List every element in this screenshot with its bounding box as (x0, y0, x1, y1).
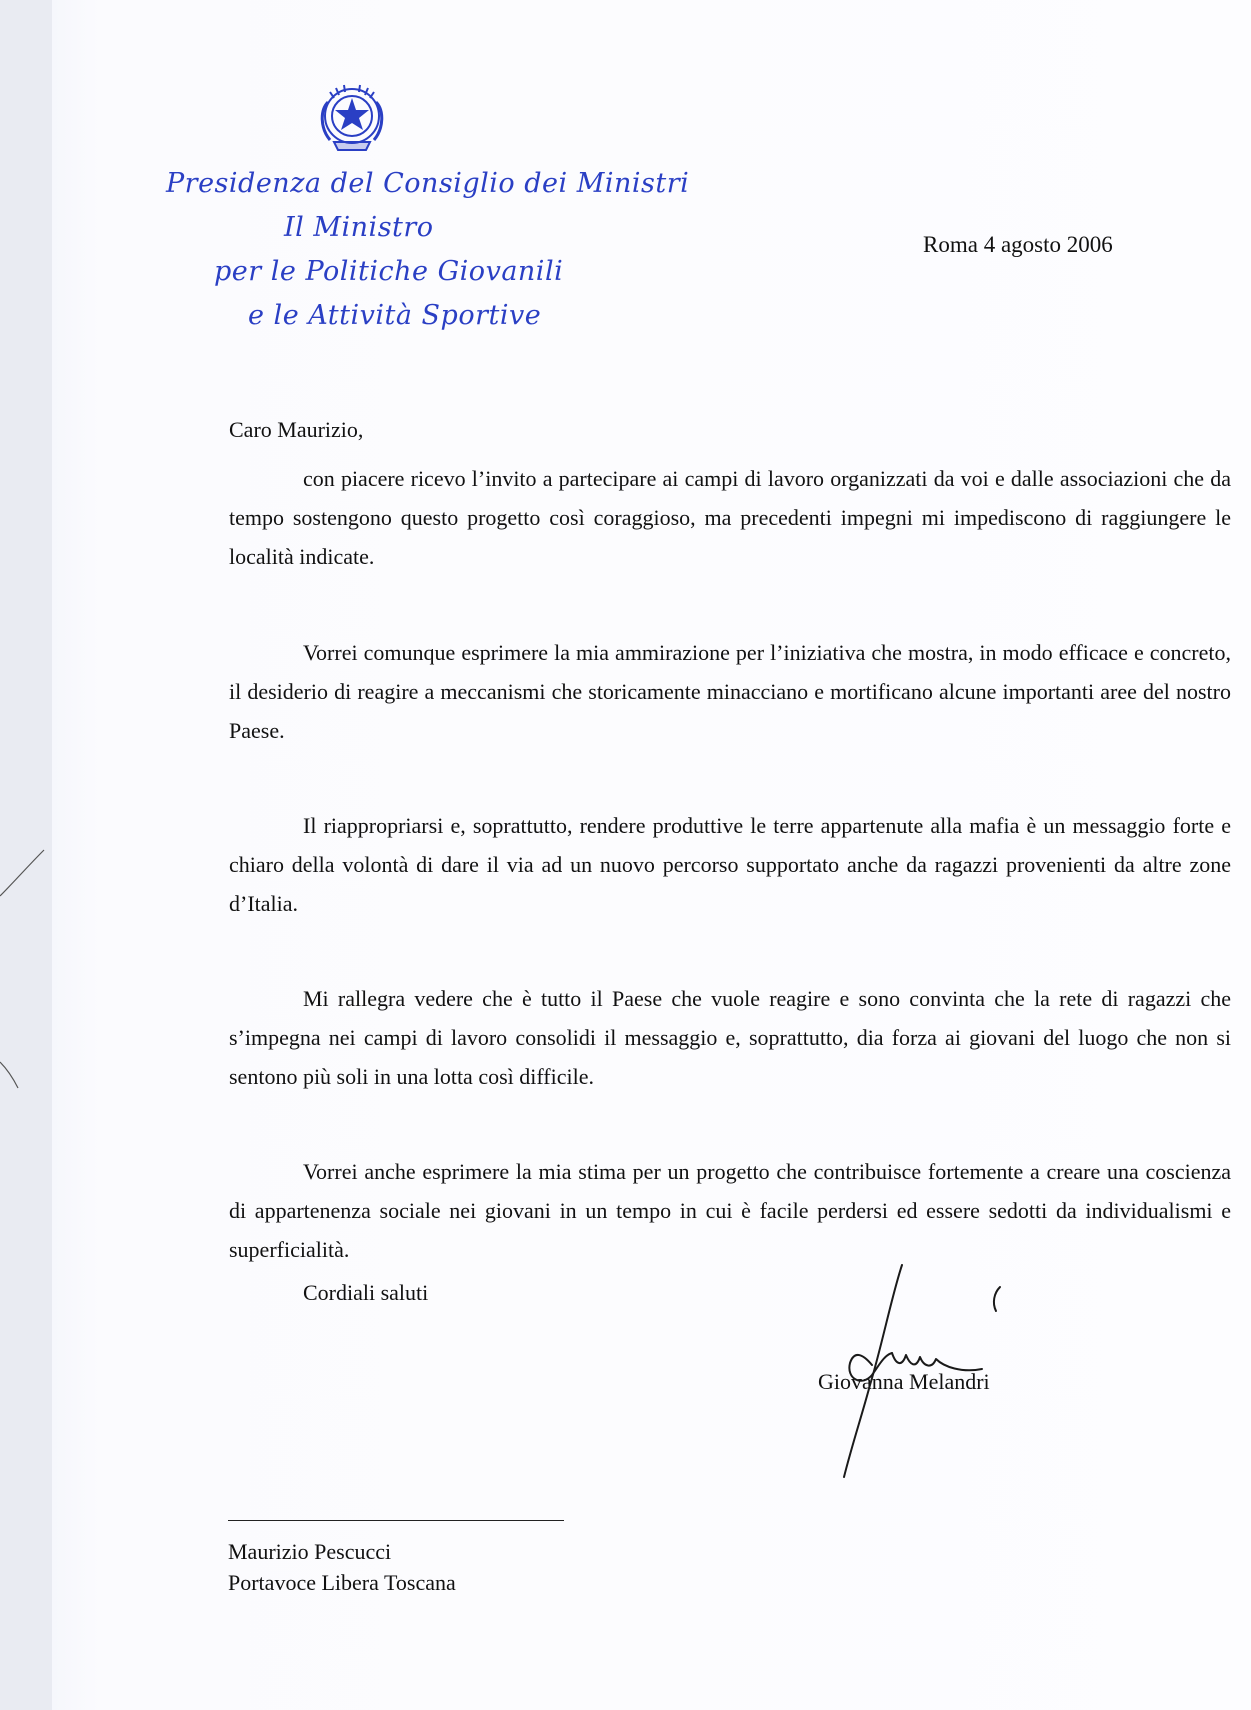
footer-divider (228, 1520, 564, 1521)
letterhead-line-sports: e le Attività Sportive (248, 300, 542, 331)
recipient-role: Portavoce Libera Toscana (228, 1570, 456, 1595)
closing: Cordiali saluti (303, 1280, 429, 1305)
handwritten-signature (832, 1255, 1092, 1480)
signatory-name: Giovanna Melandri (818, 1369, 990, 1394)
paragraph: con piacere ricevo l’invito a partecipare ai campi di lavoro organizzati da voi e dalle associazioni che da tempo sostengono questo progetto così coraggioso, ma precedenti impegni mi impediscono di raggiungere le località indicate. (229, 466, 1231, 569)
letterhead (152, 80, 690, 350)
letter-date: Roma 4 agosto 2006 (923, 232, 1113, 257)
paragraph: Vorrei comunque esprimere la mia ammirazione per l’iniziativa che mostra, in modo efficace e concreto, il desiderio di reagire a meccanismi che storicamente minacciano e mortificano alcune importanti aree del nostro Paese. (229, 640, 1231, 743)
letter-page (52, 0, 1251, 1710)
letterhead-line-minister: Il Ministro (284, 212, 434, 243)
fold-mark-upper (0, 842, 46, 902)
recipient-block (228, 1536, 456, 1598)
letterhead-line-youth-policies: per le Politiche Giovanili (214, 256, 564, 287)
paragraph: Mi rallegra vedere che è tutto il Paese che vuole reagire e sono convinta che la rete di ragazzi che s’impegna nei campi di lavoro consolidi il messaggio e, soprattutto, dia forza ai giovani del luogo che non si sentono più soli in una lotta così difficile. (229, 986, 1231, 1089)
italian-republic-emblem-icon (314, 80, 390, 160)
salutation: Caro Maurizio, (229, 417, 364, 442)
paragraph: Il riappropriarsi e, soprattutto, rendere produttive le terre appartenute alla mafia è un messaggio forte e chiaro della volontà di dare il via ad un nuovo percorso supportato anche da ragazzi provenienti da altre zone d’Italia. (229, 813, 1231, 916)
recipient-name: Maurizio Pescucci (228, 1539, 392, 1564)
fold-mark-lower (0, 1058, 46, 1118)
letterhead-line-presidency: Presidenza del Consiglio dei Ministri (166, 168, 690, 199)
paragraph: Vorrei anche esprimere la mia stima per un progetto che contribuisce fortemente a creare una coscienza di appartenenza sociale nei giovani in un tempo in cui è facile perdersi ed essere sedotti da individualismi e superficialità. (229, 1159, 1231, 1262)
